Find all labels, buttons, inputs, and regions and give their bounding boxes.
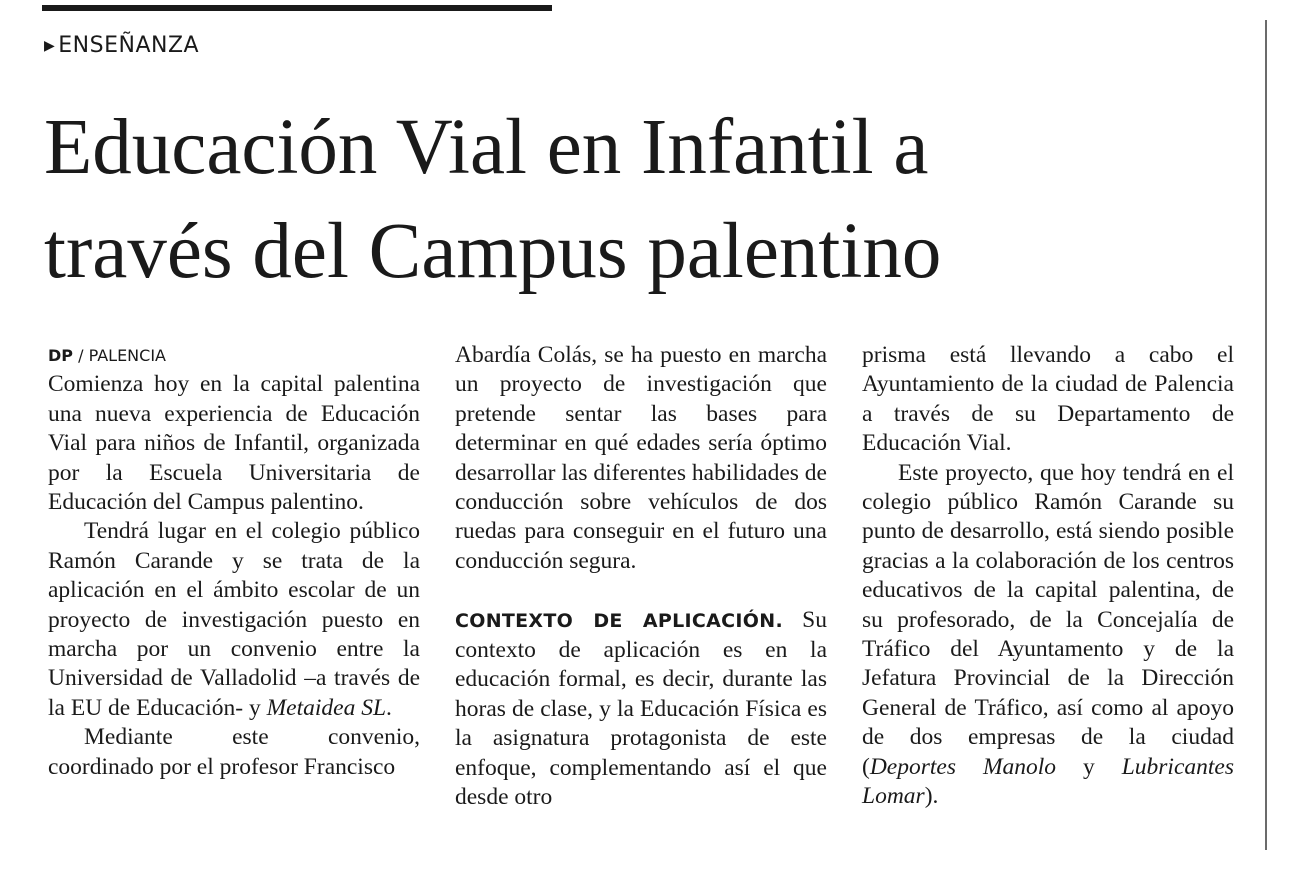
paragraph [48,517,420,723]
paragraph: prisma está llevando a cabo el Ayuntamiento de la ciudad de Palencia a través de su Departamento de Educación Vial. [862,342,1234,457]
paragraph-end: . [386,694,392,721]
paragraph [455,606,827,813]
byline-location: PALENCIA [88,346,166,365]
paragraph: Mediante este convenio, coordinado por el profesor Francisco [48,724,420,780]
play-arrow-icon: ▶ [44,37,56,54]
paragraph-text: Este proyecto, que hoy tendrá en el colegio público Ramón Carande su punto de desarrollo, está siendo posible gracias a la colaboración de los centros educativos de la capital palentina, de su profesorado, de la Concejalía de Tráfico del Ayuntamento y de la Jefatura Provincial de la Dirección General de Tráfico, así como al apoyo de dos empresas de la ciudad ( [862,459,1234,780]
paragraph-text: Su contexto de aplicación es en la educación formal, es decir, durante las horas de clase, y la Educación Física es la asignatura protagonista de este enfoque, complementando así el que desde otro [455,606,827,811]
section-label [44,33,199,58]
paragraph [862,459,1234,812]
paragraph: Abardía Colás, se ha puesto en marcha un proyecto de investigación que pretende sentar las bases para determinar en qué edades sería óptimo desarrollar las diferentes habilidades de conducción sobre vehículos de dos ruedas para conseguir en el futuro una conducción segura. [455,342,827,574]
subheading: CONTEXTO DE APLICACIÓN. [455,609,783,632]
article-column-2 [455,341,827,812]
headline [44,96,1259,304]
paragraph-text: Tendrá lugar en el colegio público Ramón Carande y se trata de la aplicación en el ámbito escolar de un proyecto de investigación puesto en marcha por un convenio entre la Universidad de Valladolid –a través de la EU de Educación- y [48,518,420,721]
article-column-3 [862,341,1234,812]
paragraph-text: y [1056,753,1122,780]
column-rule [1265,20,1267,850]
byline-separator: / [73,346,89,365]
byline-source: DP [48,346,74,365]
article-column-1 [48,341,420,782]
headline-line-1: Educación Vial en Infantil a [44,104,929,191]
headline-line-2: través del Campus palentino [44,208,942,295]
company-name: Lubricantes Lomar [862,753,1234,810]
section-name: ENSEÑANZA [58,33,200,58]
paragraph-gap [455,576,827,605]
byline [48,341,420,370]
company-name: Metaidea SL [266,694,387,721]
top-rule [42,5,552,11]
company-name: Deportes Manolo [869,753,1057,780]
paragraph: Comienza hoy en la capital palentina una nueva experiencia de Educación Vial para niños de Infantil, organizada por la Escuela Universitaria de Educación del Campus palentino. [48,371,420,516]
paragraph-end: ). [924,783,939,810]
